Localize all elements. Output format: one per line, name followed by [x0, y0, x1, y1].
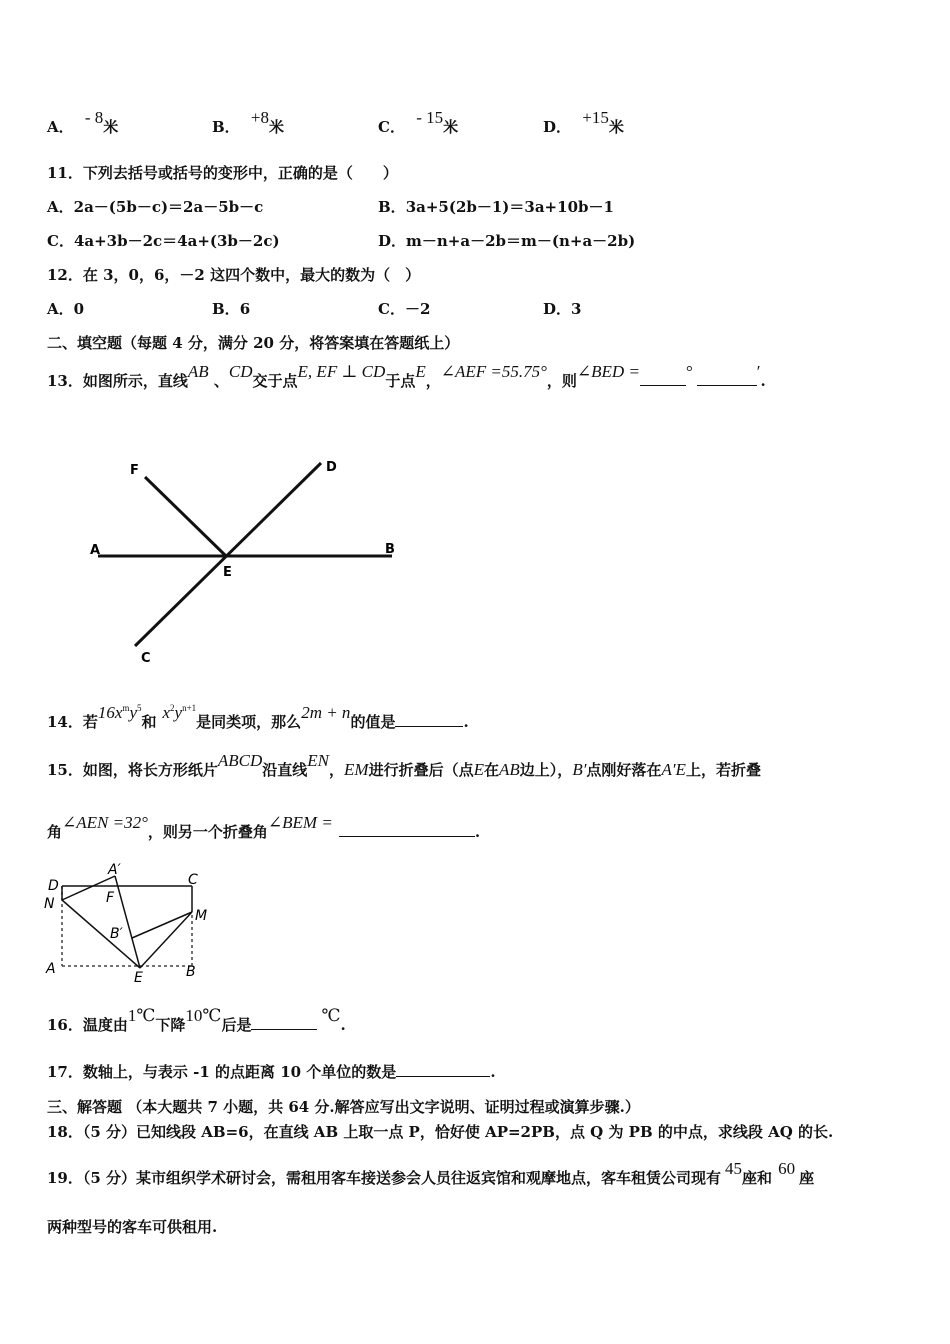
q15-em: EM: [344, 760, 369, 779]
q16-temp1: 1℃: [127, 1006, 156, 1025]
option-letter: D．: [543, 300, 572, 318]
option-value: - 8: [84, 108, 104, 127]
q19-text-c: 座: [799, 1169, 815, 1187]
q12-option-a: [47, 298, 84, 319]
term1-exp-m: m: [122, 703, 130, 713]
label-b: B: [186, 964, 196, 980]
option-value: +8: [250, 108, 270, 127]
q13-degree-sign: °: [685, 362, 693, 381]
q14-term2: [163, 703, 197, 722]
q13-line-ab: AB: [187, 362, 209, 381]
q13-angle: ∠AEF =55.75°: [440, 362, 547, 381]
q14-end: .: [463, 713, 469, 731]
q15-abcd: ABCD: [217, 751, 263, 770]
term2-exp-n1: n+1: [182, 703, 197, 713]
option-letter: A．: [47, 198, 74, 216]
q16-unit: ℃: [321, 1006, 341, 1025]
option-text: 0: [73, 300, 85, 318]
q14-term1: [98, 703, 142, 722]
q13-line-cd: CD: [228, 362, 253, 381]
q13-condition: E, EF ⊥ CD: [297, 362, 386, 381]
q17-answer-blank[interactable]: [396, 1076, 490, 1077]
q19-seats-45: 45: [725, 1159, 743, 1178]
label-f: F: [106, 890, 115, 906]
option-text: 4a+3b－2c＝4a+(3b－2c): [73, 232, 280, 250]
q12-option-d: [543, 298, 581, 319]
q19-line1: [47, 1159, 815, 1188]
q15-en: EN: [307, 751, 330, 770]
q14-text: [47, 703, 469, 732]
label-bprime: B′: [110, 926, 123, 942]
option-unit: 米: [608, 118, 624, 136]
option-letter: A．: [47, 300, 74, 318]
q17-text: [47, 1061, 496, 1082]
q15-end: .: [474, 823, 481, 841]
q15-text-a: 15．如图，将长方形纸片: [47, 761, 218, 779]
q11-stem: 11．下列去括号或括号的变形中，正确的是（ ）: [47, 164, 398, 182]
q11-option-b: [378, 196, 614, 217]
q14-answer-blank[interactable]: [395, 726, 463, 727]
q16-answer-blank[interactable]: [251, 1029, 317, 1030]
q12-option-c: [378, 298, 430, 319]
term2-y: y: [174, 703, 183, 722]
q17-end: .: [490, 1063, 496, 1081]
q16-text: [47, 1006, 346, 1035]
q15-comma: ，: [329, 761, 345, 779]
option-letter: C．: [378, 300, 405, 318]
label-d: D: [48, 878, 59, 894]
option-letter: D．: [378, 232, 407, 250]
option-text: 3a+5(2b－1)＝3a+10b－1: [405, 198, 614, 216]
label-c: C: [188, 872, 198, 888]
option-letter: B．: [378, 198, 406, 216]
q14-expression: 2m + n: [301, 703, 351, 722]
q14-prefix: 14．若: [47, 713, 98, 731]
q15-bprime: B′: [572, 760, 587, 779]
option-letter: D．: [543, 118, 572, 136]
section2-title: 二、填空题（每题 4 分，满分 20 分，将答案填在答题纸上）: [47, 334, 460, 352]
option-text: 3: [571, 300, 582, 318]
q14-and: 和: [141, 713, 157, 731]
q16-prefix: 16．温度由: [47, 1016, 128, 1034]
q15-figure: [40, 860, 220, 985]
q16-after: 后是: [221, 1016, 252, 1034]
q15-angle: ∠AEN =32°: [62, 813, 148, 832]
q13-point-e: E: [415, 362, 426, 381]
q14-t1: 是同类项，那么: [196, 713, 302, 731]
edge-em: [140, 912, 192, 968]
hidden-guide: [62, 900, 192, 912]
label-e: E: [134, 970, 143, 985]
q14-t2: 的值是: [350, 713, 396, 731]
q13-t1: 交于点: [252, 372, 298, 390]
option-letter: B．: [212, 300, 240, 318]
q13-answer-blank-deg[interactable]: [640, 385, 686, 386]
q19-line2: 两种型号的客车可供租用.: [47, 1218, 218, 1236]
label-e: E: [223, 565, 232, 580]
option-letter: A．: [47, 118, 74, 136]
edge-mb: [132, 912, 192, 938]
q13-ask: ∠BED =: [576, 362, 640, 381]
q15-aprime-e: A′E: [661, 760, 686, 779]
option-value: +15: [582, 108, 609, 127]
q15-ask: ∠BEM =: [267, 813, 333, 832]
q16-mid: 下降: [155, 1016, 186, 1034]
q15-e: E: [473, 760, 484, 779]
term1-exp-5: 5: [136, 703, 142, 713]
label-n: N: [44, 896, 55, 912]
q15-ab: AB: [499, 760, 520, 779]
term1-coef: 16x: [97, 703, 123, 722]
option-text: －2: [404, 300, 431, 318]
q10-option-a: [47, 108, 119, 137]
q12-option-b: [212, 298, 250, 319]
section3-title: 三、解答题 （本大题共 7 小题，共 64 分.解答应写出文字说明、证明过程或演算步骤.）: [47, 1098, 640, 1116]
q10-option-b: [212, 108, 285, 137]
term1-y: y: [129, 703, 137, 722]
q15-text-c: 进行折叠后（点: [368, 761, 474, 779]
option-unit: 米: [103, 118, 119, 136]
q12-stem: 12．在 3，0，6，－2 这四个数中，最大的数为（ ）: [47, 266, 421, 284]
q11-option-a: [47, 196, 263, 217]
term2-exp-2: 2: [170, 703, 175, 713]
line-ef: [145, 477, 226, 556]
q13-end: .: [760, 372, 766, 390]
q13-answer-blank-min[interactable]: [697, 385, 757, 386]
option-letter: B．: [212, 118, 240, 136]
q13-t2: 于点: [385, 372, 416, 390]
q13-prefix: 13．如图所示，直线: [47, 372, 188, 390]
q19-text-b: 座和: [742, 1169, 773, 1187]
label-a: A: [90, 543, 101, 558]
option-unit: 米: [269, 118, 285, 136]
option-text: 6: [239, 300, 251, 318]
q15-line1: [47, 751, 761, 780]
q13-minute-sign: ′: [756, 362, 761, 381]
q17-stem: 17．数轴上，与表示 -1 的点距离 10 个单位的数是: [47, 1063, 397, 1081]
edge-ae: [115, 876, 140, 968]
label-d: D: [326, 460, 337, 475]
term2-x: x: [162, 703, 171, 722]
q13-t3: ，: [425, 372, 441, 390]
q13-figure: [80, 450, 410, 670]
q10-option-d: [543, 108, 624, 137]
q16-end: .: [340, 1016, 346, 1034]
q15-text-h: 角: [47, 823, 63, 841]
q15-line2: [47, 813, 481, 842]
q15-text-d: 在: [484, 761, 500, 779]
q15-text-b: 沿直线: [262, 761, 308, 779]
q11-option-c: [47, 230, 280, 251]
option-unit: 米: [443, 118, 459, 136]
q15-answer-blank[interactable]: [339, 836, 475, 837]
label-c: C: [141, 651, 151, 666]
q16-temp2: 10℃: [185, 1006, 222, 1025]
option-text: m－n+a－2b＝m－(n+a－2b): [406, 232, 636, 250]
label-m: M: [195, 908, 208, 924]
q13-sep: 、: [213, 372, 229, 390]
q19-text-a: 19．（5 分）某市组织学术研讨会，需租用客车接送参会人员往返宾馆和观摩地点，客车租赁公司现有: [47, 1169, 722, 1187]
q15-text-i: ，则另一个折叠角: [147, 823, 268, 841]
label-a: A: [46, 961, 56, 977]
option-text: 2a－(5b－c)＝2a－5b－c: [73, 198, 264, 216]
q15-text-e: 边上），: [519, 761, 573, 779]
edge-ne: [62, 900, 140, 968]
q11-option-d: [378, 230, 635, 251]
label-b: B: [385, 542, 395, 557]
q15-text-g: 上，若折叠: [685, 761, 761, 779]
label-aprime: A′: [108, 862, 121, 878]
option-value: - 15: [416, 108, 444, 127]
q18-text: 18．（5 分）已知线段 AB=6，在直线 AB 上取一点 P，恰好使 AP=2PB，点 Q 为 PB 的中点，求线段 AQ 的长.: [47, 1123, 834, 1141]
q13-text: [47, 362, 766, 391]
label-f: F: [130, 463, 139, 478]
q10-option-c: [378, 108, 459, 137]
q13-t4: ，则: [546, 372, 577, 390]
option-letter: C．: [378, 118, 405, 136]
q15-text-f: 点刚好落在: [586, 761, 662, 779]
option-letter: C．: [47, 232, 74, 250]
q19-seats-60: 60: [778, 1159, 796, 1178]
